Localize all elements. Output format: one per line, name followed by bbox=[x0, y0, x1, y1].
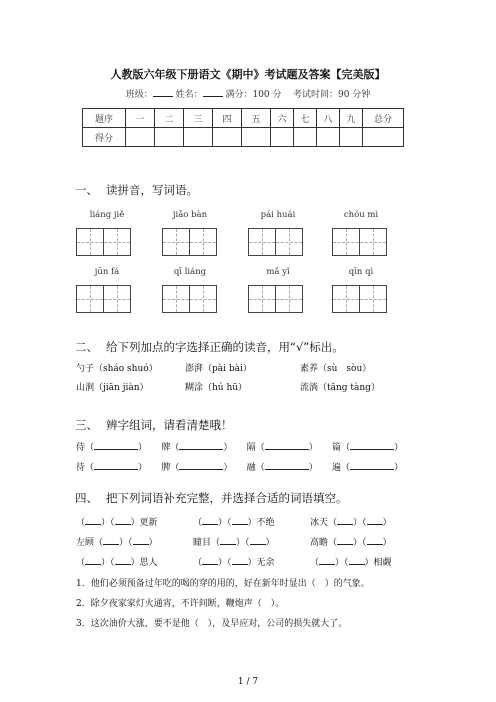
reading-option[interactable]: 勺子（sháo shuó） bbox=[76, 364, 158, 374]
word-pair-row: 待（ ） 脾（ ） 融（ ） 遍（ ） bbox=[76, 463, 404, 473]
exam-time: 考试时间：90 分钟 bbox=[292, 90, 371, 100]
writing-grid[interactable] bbox=[162, 228, 217, 256]
idiom-part: 冰天 bbox=[310, 518, 329, 528]
answer-blank[interactable] bbox=[115, 516, 131, 525]
answer-blank[interactable] bbox=[179, 441, 223, 450]
idiom-row: 冰天（ ）（ ） bbox=[310, 518, 392, 528]
idiom-part: 左顾 bbox=[76, 538, 95, 548]
answer-blank[interactable] bbox=[232, 516, 248, 525]
writing-grid[interactable] bbox=[76, 228, 131, 256]
idiom-part: 不绝 bbox=[256, 518, 275, 528]
writing-grid[interactable] bbox=[332, 285, 387, 313]
idiom-part: 相觑 bbox=[373, 558, 392, 568]
grid-cell[interactable] bbox=[77, 229, 104, 255]
score-input-cell[interactable] bbox=[184, 128, 213, 147]
fill-sentence: 3．这次油价大涨，要不是他（ ），及早应对，公司的损失就大了。 bbox=[76, 619, 348, 629]
section1-text: 读拼音，写词语。 bbox=[106, 183, 198, 197]
class-label: 班级： bbox=[125, 90, 153, 100]
answer-blank[interactable] bbox=[115, 556, 131, 565]
answer-blank[interactable] bbox=[350, 441, 394, 450]
name-label: 姓名： bbox=[175, 90, 203, 100]
section3-heading bbox=[75, 417, 233, 433]
char-label: 脾 bbox=[161, 463, 171, 473]
char-label: 融 bbox=[246, 463, 256, 473]
score-cell: 八 bbox=[317, 109, 340, 128]
idiom-row: （ ）（ ）不绝 bbox=[193, 518, 275, 528]
score-cell: 题序 bbox=[83, 109, 126, 128]
score-header-row bbox=[83, 109, 404, 128]
score-cell: 二 bbox=[155, 109, 184, 128]
fill-sentence: 2．除夕夜家家灯火通宵，不许间断，鞭炮声（ ）。 bbox=[76, 599, 285, 609]
answer-blank[interactable] bbox=[103, 536, 119, 545]
pinyin-label: pái huái bbox=[260, 210, 296, 220]
score-input-cell[interactable] bbox=[242, 128, 271, 147]
section4-text: 把下列词语补充完整，并选择合适的词语填空。 bbox=[106, 491, 348, 505]
answer-blank[interactable] bbox=[202, 556, 218, 565]
writing-grid[interactable] bbox=[248, 285, 303, 313]
pinyin-label: qīn qì bbox=[348, 267, 374, 277]
grid-cell[interactable] bbox=[249, 286, 276, 312]
score-cell: 得分 bbox=[83, 128, 126, 147]
reading-option[interactable]: 素养（sù sòu） bbox=[300, 364, 372, 374]
idiom-row: （ ）（ ）无余 bbox=[193, 558, 275, 568]
answer-blank[interactable] bbox=[133, 536, 149, 545]
idiom-row: （ ）（ ）更新 bbox=[76, 518, 158, 528]
score-input-cell[interactable] bbox=[340, 128, 363, 147]
score-cell: 七 bbox=[294, 109, 317, 128]
answer-blank[interactable] bbox=[250, 536, 266, 545]
pinyin-label: jiǎo bàn bbox=[172, 210, 208, 220]
answer-blank[interactable] bbox=[265, 461, 309, 470]
writing-grid[interactable] bbox=[76, 285, 131, 313]
answer-blank[interactable] bbox=[319, 556, 335, 565]
answer-blank[interactable] bbox=[94, 461, 138, 470]
exam-meta bbox=[0, 87, 496, 100]
answer-blank[interactable] bbox=[94, 441, 138, 450]
score-input-cell[interactable] bbox=[271, 128, 294, 147]
pinyin-label: liáng jiě bbox=[89, 210, 125, 220]
answer-blank[interactable] bbox=[337, 536, 353, 545]
char-label: 牌 bbox=[161, 443, 171, 453]
score-cell: 一 bbox=[126, 109, 155, 128]
page-title: 人教版六年级下册语文《期中》考试题及答案【完美版】 bbox=[110, 68, 386, 81]
score-cell: 四 bbox=[213, 109, 242, 128]
idiom-part: 更新 bbox=[139, 518, 158, 528]
full-score: 满分：100 分 bbox=[225, 90, 282, 100]
section2-heading bbox=[75, 339, 344, 355]
section3-num: 三、 bbox=[75, 418, 98, 432]
idiom-row: 左顾（ ）（ ） bbox=[76, 538, 158, 548]
score-cell: 总分 bbox=[363, 109, 404, 128]
grid-cell[interactable] bbox=[333, 286, 360, 312]
score-value-row bbox=[83, 128, 404, 147]
answer-blank[interactable] bbox=[337, 516, 353, 525]
answer-blank[interactable] bbox=[220, 536, 236, 545]
section4-heading bbox=[75, 490, 348, 506]
char-label: 篇 bbox=[332, 443, 342, 453]
score-input-cell[interactable] bbox=[213, 128, 242, 147]
section4-num: 四、 bbox=[75, 491, 98, 505]
reading-option[interactable]: 糊涂（hú hū） bbox=[185, 383, 248, 393]
idiom-part: 高瞻 bbox=[310, 538, 329, 548]
grid-cell[interactable] bbox=[276, 286, 302, 312]
idiom-row: 瞳目（ ）（ ） bbox=[193, 538, 275, 548]
answer-blank[interactable] bbox=[179, 461, 223, 470]
answer-blank[interactable] bbox=[202, 516, 218, 525]
grid-cell[interactable] bbox=[249, 229, 276, 255]
section3-text: 辨字组词，请看清楚哦！ bbox=[106, 418, 233, 432]
grid-cell[interactable] bbox=[190, 286, 216, 312]
writing-grid[interactable] bbox=[332, 228, 387, 256]
char-label: 隔 bbox=[246, 443, 256, 453]
idiom-part: 无余 bbox=[256, 558, 275, 568]
answer-blank[interactable] bbox=[349, 556, 365, 565]
score-cell: 三 bbox=[184, 109, 213, 128]
pinyin-label: jūn fá bbox=[94, 267, 120, 277]
fill-sentence: 1．他们必须预备过年吃的喝的穿的用的，好在新年时显出（ ）的气象。 bbox=[76, 579, 370, 589]
grid-cell[interactable] bbox=[190, 229, 216, 255]
grid-cell[interactable] bbox=[360, 229, 386, 255]
idiom-row: （ ）（ ）相觑 bbox=[310, 558, 392, 568]
page-number: 1 / 7 bbox=[237, 677, 259, 687]
answer-blank[interactable] bbox=[367, 536, 383, 545]
grid-cell[interactable] bbox=[163, 229, 190, 255]
answer-blank[interactable] bbox=[265, 441, 309, 450]
word-pair-row: 侍（ ） 牌（ ） 隔（ ） 篇（ ） bbox=[76, 443, 404, 453]
grid-cell[interactable] bbox=[333, 229, 360, 255]
grid-cell[interactable] bbox=[276, 229, 302, 255]
answer-blank[interactable] bbox=[367, 516, 383, 525]
grid-cell[interactable] bbox=[77, 286, 104, 312]
class-blank bbox=[153, 87, 173, 97]
section2-num: 二、 bbox=[75, 340, 98, 354]
writing-grid[interactable] bbox=[248, 228, 303, 256]
pinyin-label: chóu mì bbox=[343, 210, 379, 220]
pinyin-label: qī liáng bbox=[173, 267, 207, 277]
idiom-row: 高瞻（ ）（ ） bbox=[310, 538, 392, 548]
idiom-part: 瞳目 bbox=[193, 538, 212, 548]
score-input-cell[interactable] bbox=[317, 128, 340, 147]
grid-cell[interactable] bbox=[104, 229, 130, 255]
char-label: 待 bbox=[76, 463, 86, 473]
answer-blank[interactable] bbox=[350, 461, 394, 470]
section1-heading bbox=[75, 182, 198, 198]
score-input-cell[interactable] bbox=[155, 128, 184, 147]
section2-text: 给下列加点的字选择正确的读音，用“√”标出。 bbox=[106, 340, 344, 354]
score-input-cell[interactable] bbox=[294, 128, 317, 147]
grid-cell[interactable] bbox=[360, 286, 386, 312]
reading-option[interactable]: 山涧（jiān jiàn） bbox=[76, 383, 149, 393]
char-label: 遍 bbox=[332, 463, 342, 473]
score-input-cell[interactable] bbox=[363, 128, 404, 147]
score-table bbox=[82, 108, 404, 147]
score-input-cell[interactable] bbox=[126, 128, 155, 147]
score-cell: 六 bbox=[271, 109, 294, 128]
grid-cell[interactable] bbox=[104, 286, 130, 312]
answer-blank[interactable] bbox=[85, 556, 101, 565]
reading-option[interactable]: 澎湃（pài bài） bbox=[185, 364, 252, 374]
idiom-part: 思人 bbox=[139, 558, 158, 568]
section1-num: 一、 bbox=[75, 183, 98, 197]
score-cell: 九 bbox=[340, 109, 363, 128]
score-cell: 五 bbox=[242, 109, 271, 128]
reading-option[interactable]: 流淌（tǎng tàng） bbox=[300, 383, 380, 393]
pinyin-label: mǎ yǐ bbox=[266, 267, 290, 277]
writing-grid[interactable] bbox=[162, 285, 217, 313]
char-label: 侍 bbox=[76, 443, 86, 453]
name-blank bbox=[203, 87, 223, 97]
answer-blank[interactable] bbox=[232, 556, 248, 565]
idiom-row: （ ）（ ）思人 bbox=[76, 558, 158, 568]
grid-cell[interactable] bbox=[163, 286, 190, 312]
answer-blank[interactable] bbox=[85, 516, 101, 525]
